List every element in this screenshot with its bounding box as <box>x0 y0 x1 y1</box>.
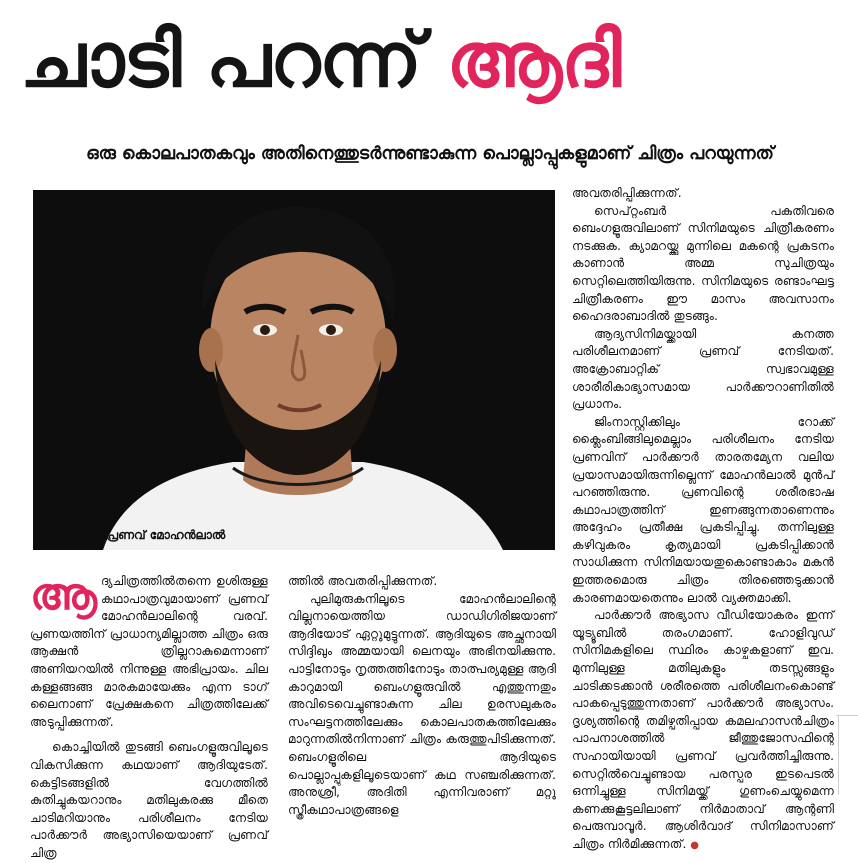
paragraph: കൊച്ചിയില്‍ തുടങ്ങി ബെംഗളൂരുവിലൂടെ വികസിക്കുന്ന കഥയാണ് ആദിയുടേത്. കെട്ടിടങ്ങളില്‍ വേഗത്തില്‍ കുതിച്ചുകയറാനും മതിലുകരക്കു മീതെ ചാടിമറിയാനും പരിശീലനം നേടിയ പാര്‍ക്കൗര്‍ അഭ്യാസിയെയാണ് പ്രണവ് ചിത്ര <box>30 740 268 860</box>
article-column-3 <box>572 185 834 855</box>
paragraph: പാര്‍ക്കൗര്‍ അഭ്യാസ വീഡിയോകരം ഇന്ന് യൂട്യൂബില്‍ തരംഗമാണ്. ഹോളിവുഡ് സിനിമകളിലെ സ്ഥിരം കാഴ്ചകളാണ് ഇവ. മുന്നിലുള്ള മതിലുകളും തടസ്സങ്ങളും ചാടിക്കടക്കാന്‍ ശരീരത്തെ പരിശീലനംകൊണ്ട് പാകപ്പെടുത്തുന്നതാണ് പാര്‍ക്കൗര്‍ അഭ്യാസം. ദൃശ്യത്തിന്റെ തമിഴ്പതിപ്പായ കമലഹാസന്‍ചിത്രം പാപനാശത്തില്‍ ജീത്തുജോസഫിന്റെ സഹായിയായി പ്രണവ് പ്രവര്‍ത്തിച്ചിരുന്നു. സെറ്റില്‍വെച്ചുണ്ടായ പരസ്പര ഇടപെടല്‍ ഒന്നിച്ചുള്ള സിനിമയ്ക്ക് ഗുണംചെയ്യുമെന്ന കണക്കുകൂട്ടലിലാണ് നിര്‍മാതാവ് ആന്റണി പെരുമ്പാവൂര്‍. ആശിര്‍വാദ് സിനിമാസാണ് ചിത്രം നിര്‍മിക്കുന്നത്. ● <box>572 608 834 851</box>
drop-cap: ആ <box>30 569 97 620</box>
subheadline: ഒരു കൊലപാതകവും അതിനെത്തുടര്‍ന്നുണ്ടാകുന്ന പൊല്ലാപ്പുകളുമാണ് ചിത്രം പറയുന്നത് <box>86 144 774 164</box>
article-column-1 <box>30 569 268 863</box>
paragraph: ആദ്യചിത്രത്തില്‍തന്നെ ഉശിരുള്ള കഥാപാത്രവുമായാണ് പ്രണവ് മോഹന്‍ലാലിന്റെ വരവ്. പ്രണയത്തിന് പ്രാധാന്യമില്ലാത്ത ചിത്രം ഒരു ആക്ഷന്‍ ത്രില്ലറാകുമെന്നാണ് അണിയറയില്‍ നിന്നുള്ള അഭിപ്രായം. ചില കള്ളങ്ങങ്ങ മാരകമായേക്കും എന്ന ടാഗ് ലൈനാണ് പ്രേക്ഷകനെ ചിത്രത്തിലേക്ക് അടുപ്പിക്കുന്നത്. <box>30 569 268 729</box>
paragraph: സെപ്റ്റംബര്‍ പകുതിവരെ ബെംഗളൂരുവിലാണ് സിനിമയുടെ ചിത്രീകരണം നടക്കുക. ക്യാമറയ്ക്കു മുന്നിലെ മകന്റെ പ്രകടനം കാണാന്‍ അമ്മ സുചിത്രയും സെറ്റിലെത്തിയിരുന്നു. സിനിമയുടെ രണ്ടാംഘട്ട ചിത്രീകരണം ഈ മാസം അവസാനം ഹൈദരാബാദില്‍ തുടങ്ങും. <box>572 203 834 324</box>
divider <box>838 715 839 795</box>
paragraph: ത്തില്‍ അവതരിപ്പിക്കുന്നത്. <box>288 574 438 588</box>
portrait-illustration <box>33 190 555 550</box>
end-mark-icon: ● <box>690 839 699 851</box>
paragraph: ജിംനാസ്റ്റിക്കിലും റോക്ക് ക്ലൈംബിങ്ങിലുമെല്ലാം പരിശീലനം നേടിയ പ്രണവിന് പാര്‍ക്കൗര്‍ താരതമ്യേന വലിയ പ്രയാസമായിരുന്നില്ലെന്ന് മോഹന്‍ലാല്‍ മുന്‍പ് പറഞ്ഞിരുന്നു. പ്രണവിന്റെ ശരീരഭാഷ കഥാപാത്രത്തിന് ഇണങ്ങുന്നതാണെന്നും അദ്ദേഹം പ്രതീക്ഷ പ്രകടിപ്പിച്ചു. തന്നിലുള്ള കഴിവുകരം കൃത്യമായി പ്രകടിപ്പിക്കാന്‍ സാധിക്കുന്ന സിനിമയായതുകൊണ്ടാകാം മകന്‍ ഇത്തരമൊരു ചിത്രം തിരഞ്ഞെടുക്കാന്‍ കാരണമായതെന്നും ലാല്‍ വ്യക്തമാക്കി. <box>572 414 834 605</box>
headline <box>20 0 858 120</box>
paragraph: അവതരിപ്പിക്കുന്നത്. <box>572 186 682 200</box>
divider <box>836 715 858 716</box>
paragraph: പുലിമുരുകനിലൂടെ മോഹന്‍ലാലിന്റെ വില്ലനായെത്തിയ ഡാഡിഗിരിജയാണ് ആദിയോട് ഏറ്റുമുട്ടുന്നത്. ആദിയുടെ അച്ഛനായി സിദ്ദിഖും അമ്മയായി ലെനയും അഭിനയിക്കുന്നു. പാട്ടിനോടും നൃത്തത്തിനോടും താത്പര്യമുള്ള ആദി കാറുമായി ബെംഗളൂരുവില്‍ എത്തുന്നതും അവിടെവെച്ചുണ്ടാകുന്ന ചില ഉരസലുകരം സംഘട്ടനത്തിലേക്കും കൊലപാതകത്തിലേക്കും മാറുന്നതില്‍നിന്നാണ് ചിത്രം കരുത്തുപിടിക്കുന്നത്. ബെംഗളൂരിലെ ആദിയുടെ പൊല്ലാപ്പുകളിലൂടെയാണ് കഥ സഞ്ചരിക്കുന്നത്. അനുശ്രീ, അദിതി എന്നിവരാണ് മറ്റു സ്ത്രീകഥാപാത്രങ്ങളെ <box>288 591 556 817</box>
article-column-2 <box>288 573 556 819</box>
photo-caption: പ്രണവ് മോഹന്‍ലാല്‍ <box>106 528 226 542</box>
article-photo <box>33 190 555 550</box>
headline-part-1: ചാടി പറന്ന് <box>20 15 421 104</box>
headline-part-2: ആദി <box>446 15 621 104</box>
paragraph: ആദ്യസിനിമയ്ക്കായി കനത്ത പരിശീലനമാണ് പ്രണവ് നേടിയത്. അക്രോബാറ്റിക് സ്വഭാവമുള്ള ശാരീരികാഭ്യാസമായ പാര്‍ക്കൗറാണിതില്‍ പ്രധാനം. <box>572 326 834 412</box>
